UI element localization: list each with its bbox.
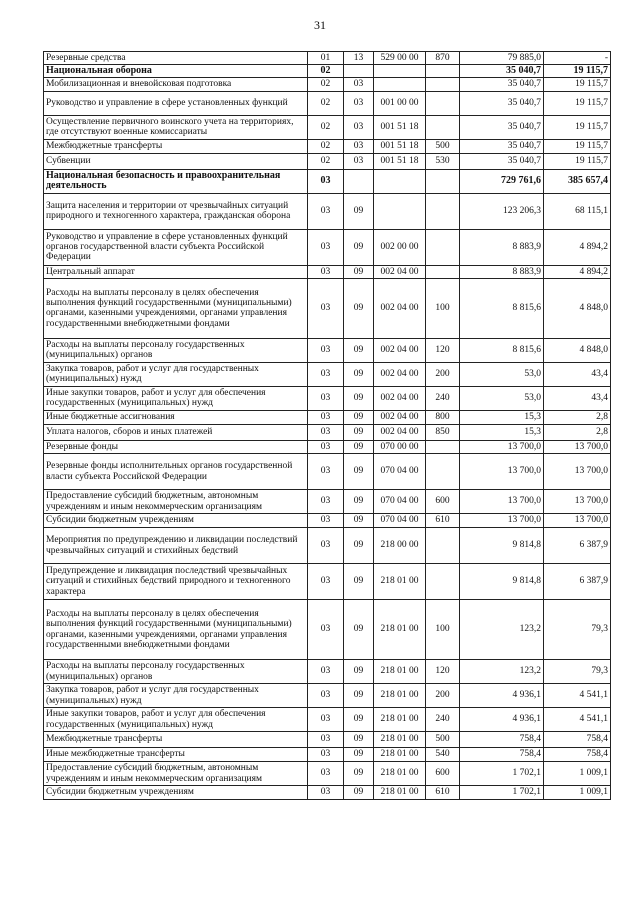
row-name: Иные закупки товаров, работ и услуг для обеспечения государственных (муниципальных) нужд xyxy=(44,386,308,410)
row-target-code: 002 04 00 xyxy=(374,410,426,424)
row-expense-type: 600 xyxy=(426,762,460,786)
row-section: 02 xyxy=(308,139,344,153)
row-subsection: 03 xyxy=(344,78,374,91)
row-expense-type xyxy=(426,65,460,78)
table-row xyxy=(44,139,611,153)
row-section: 03 xyxy=(308,786,344,800)
row-amount-actual: 13 700,0 xyxy=(544,514,611,528)
row-amount-actual: 19 115,7 xyxy=(544,153,611,169)
row-expense-type: 540 xyxy=(426,748,460,762)
row-amount-actual: 6 387,9 xyxy=(544,564,611,600)
row-amount-plan: 15,3 xyxy=(460,424,544,440)
row-subsection: 09 xyxy=(344,193,374,229)
table-row xyxy=(44,65,611,78)
row-amount-actual: 43,4 xyxy=(544,386,611,410)
row-subsection: 09 xyxy=(344,362,374,386)
row-amount-actual: 19 115,7 xyxy=(544,115,611,139)
row-amount-plan: 1 702,1 xyxy=(460,762,544,786)
row-amount-plan: 8 883,9 xyxy=(460,229,544,265)
row-amount-plan: 35 040,7 xyxy=(460,91,544,115)
row-amount-plan: 9 814,8 xyxy=(460,564,544,600)
row-amount-actual: 79,3 xyxy=(544,600,611,660)
row-section: 03 xyxy=(308,278,344,338)
row-target-code: 070 04 00 xyxy=(374,490,426,514)
row-section: 03 xyxy=(308,193,344,229)
row-amount-actual: 4 541,1 xyxy=(544,684,611,708)
row-amount-plan: 15,3 xyxy=(460,410,544,424)
row-name: Предупреждение и ликвидация последствий чрезвычайных ситуаций и стихийных бедствий природного и техногенного характера xyxy=(44,564,308,600)
row-amount-plan: 35 040,7 xyxy=(460,139,544,153)
row-amount-plan: 8 815,6 xyxy=(460,338,544,362)
table-row xyxy=(44,265,611,278)
row-subsection: 09 xyxy=(344,424,374,440)
row-expense-type: 610 xyxy=(426,514,460,528)
row-amount-actual: 2,8 xyxy=(544,424,611,440)
row-expense-type xyxy=(426,454,460,490)
row-amount-actual: 2,8 xyxy=(544,410,611,424)
row-section: 03 xyxy=(308,600,344,660)
row-section: 03 xyxy=(308,660,344,684)
row-name: Резервные фонды исполнительных органов государственной власти субъекта Российской Федерации xyxy=(44,454,308,490)
row-section: 03 xyxy=(308,732,344,748)
row-amount-plan: 4 936,1 xyxy=(460,708,544,732)
row-target-code: 218 00 00 xyxy=(374,528,426,564)
row-section: 03 xyxy=(308,490,344,514)
row-amount-actual: 758,4 xyxy=(544,748,611,762)
row-amount-plan: 8 883,9 xyxy=(460,265,544,278)
table-row xyxy=(44,600,611,660)
table-row xyxy=(44,386,611,410)
row-name: Закупка товаров, работ и услуг для государственных (муниципальных) нужд xyxy=(44,684,308,708)
row-amount-actual: 13 700,0 xyxy=(544,490,611,514)
row-name: Центральный аппарат xyxy=(44,265,308,278)
row-expense-type: 100 xyxy=(426,278,460,338)
row-expense-type: 240 xyxy=(426,386,460,410)
row-subsection: 09 xyxy=(344,660,374,684)
row-name: Иные бюджетные ассигнования xyxy=(44,410,308,424)
row-subsection: 09 xyxy=(344,490,374,514)
row-amount-plan: 4 936,1 xyxy=(460,684,544,708)
row-amount-actual: 758,4 xyxy=(544,732,611,748)
row-subsection: 09 xyxy=(344,229,374,265)
row-subsection: 09 xyxy=(344,440,374,453)
row-subsection: 03 xyxy=(344,153,374,169)
row-subsection: 03 xyxy=(344,115,374,139)
row-expense-type: 100 xyxy=(426,600,460,660)
row-name: Субсидии бюджетным учреждениям xyxy=(44,514,308,528)
row-amount-plan: 123 206,3 xyxy=(460,193,544,229)
row-name: Уплата налогов, сборов и иных платежей xyxy=(44,424,308,440)
row-expense-type xyxy=(426,528,460,564)
table-row xyxy=(44,78,611,91)
row-target-code: 002 04 00 xyxy=(374,338,426,362)
page-number: 31 xyxy=(314,18,326,32)
table-row xyxy=(44,278,611,338)
row-amount-plan: 758,4 xyxy=(460,732,544,748)
row-subsection xyxy=(344,169,374,193)
row-amount-plan: 13 700,0 xyxy=(460,514,544,528)
row-target-code xyxy=(374,78,426,91)
row-amount-plan: 53,0 xyxy=(460,386,544,410)
row-subsection: 09 xyxy=(344,410,374,424)
row-target-code: 001 00 00 xyxy=(374,91,426,115)
row-target-code: 070 04 00 xyxy=(374,514,426,528)
row-expense-type xyxy=(426,78,460,91)
row-amount-actual: 19 115,7 xyxy=(544,65,611,78)
row-name: Межбюджетные трансферты xyxy=(44,732,308,748)
row-subsection: 09 xyxy=(344,786,374,800)
row-expense-type: 530 xyxy=(426,153,460,169)
table-row xyxy=(44,362,611,386)
row-name: Предоставление субсидий бюджетным, автономным учреждениям и иным некоммерческим организациям xyxy=(44,762,308,786)
row-expense-type xyxy=(426,564,460,600)
row-subsection xyxy=(344,65,374,78)
row-section: 03 xyxy=(308,386,344,410)
table-row xyxy=(44,115,611,139)
row-section: 02 xyxy=(308,78,344,91)
row-subsection: 09 xyxy=(344,564,374,600)
row-section: 03 xyxy=(308,229,344,265)
row-section: 03 xyxy=(308,748,344,762)
row-target-code: 002 04 00 xyxy=(374,386,426,410)
row-amount-plan: 35 040,7 xyxy=(460,115,544,139)
table-row xyxy=(44,528,611,564)
row-target-code: 218 01 00 xyxy=(374,786,426,800)
row-subsection: 03 xyxy=(344,139,374,153)
row-name: Иные закупки товаров, работ и услуг для обеспечения государственных (муниципальных) нужд xyxy=(44,708,308,732)
row-target-code: 218 01 00 xyxy=(374,600,426,660)
table-row xyxy=(44,748,611,762)
row-expense-type: 800 xyxy=(426,410,460,424)
row-target-code: 001 51 18 xyxy=(374,115,426,139)
row-amount-actual: 4 848,0 xyxy=(544,278,611,338)
row-subsection: 09 xyxy=(344,708,374,732)
row-name: Руководство и управление в сфере установленных функций xyxy=(44,91,308,115)
budget-table-body xyxy=(44,52,611,800)
row-target-code: 002 04 00 xyxy=(374,362,426,386)
table-row xyxy=(44,169,611,193)
row-section: 03 xyxy=(308,440,344,453)
row-section: 03 xyxy=(308,708,344,732)
row-target-code xyxy=(374,193,426,229)
row-expense-type xyxy=(426,169,460,193)
table-row xyxy=(44,684,611,708)
row-name: Расходы на выплаты персоналу в целях обеспечения выполнения функций государственными (муниципальными) органами, казенными учреждениями, органами управления государственными внебюджетными фондами xyxy=(44,600,308,660)
row-name: Осуществление первичного воинского учета на территориях, где отсутствуют военные комиссариаты xyxy=(44,115,308,139)
row-expense-type: 850 xyxy=(426,424,460,440)
row-target-code: 218 01 00 xyxy=(374,748,426,762)
table-row xyxy=(44,708,611,732)
row-target-code xyxy=(374,169,426,193)
row-name: Руководство и управление в сфере установленных функций органов государственной власти субъекта Российской Федерации xyxy=(44,229,308,265)
row-subsection: 09 xyxy=(344,338,374,362)
table-row xyxy=(44,338,611,362)
row-amount-plan: 123,2 xyxy=(460,600,544,660)
row-target-code: 002 04 00 xyxy=(374,424,426,440)
row-amount-actual: 1 009,1 xyxy=(544,786,611,800)
row-name: Мобилизационная и вневойсковая подготовка xyxy=(44,78,308,91)
row-expense-type: 610 xyxy=(426,786,460,800)
row-amount-actual: 385 657,4 xyxy=(544,169,611,193)
row-expense-type: 120 xyxy=(426,660,460,684)
row-amount-plan: 8 815,6 xyxy=(460,278,544,338)
row-name: Национальная безопасность и правоохранительная деятельность xyxy=(44,169,308,193)
row-subsection: 03 xyxy=(344,91,374,115)
row-section: 03 xyxy=(308,424,344,440)
row-section: 02 xyxy=(308,65,344,78)
row-section: 02 xyxy=(308,91,344,115)
row-amount-actual: 4 848,0 xyxy=(544,338,611,362)
row-name: Субсидии бюджетным учреждениям xyxy=(44,786,308,800)
row-amount-plan: 9 814,8 xyxy=(460,528,544,564)
row-section: 03 xyxy=(308,410,344,424)
row-section: 03 xyxy=(308,169,344,193)
row-target-code: 002 04 00 xyxy=(374,265,426,278)
table-row xyxy=(44,410,611,424)
budget-table xyxy=(43,51,611,800)
row-amount-plan: 123,2 xyxy=(460,660,544,684)
row-section: 02 xyxy=(308,115,344,139)
row-amount-actual: 13 700,0 xyxy=(544,440,611,453)
row-section: 03 xyxy=(308,514,344,528)
row-amount-actual: 4 894,2 xyxy=(544,229,611,265)
table-row xyxy=(44,52,611,65)
row-amount-actual: 19 115,7 xyxy=(544,91,611,115)
row-section: 01 xyxy=(308,52,344,65)
row-amount-plan: 13 700,0 xyxy=(460,454,544,490)
row-amount-actual: 6 387,9 xyxy=(544,528,611,564)
table-row xyxy=(44,514,611,528)
row-subsection: 09 xyxy=(344,684,374,708)
row-target-code: 218 01 00 xyxy=(374,732,426,748)
row-expense-type: 500 xyxy=(426,732,460,748)
row-subsection: 09 xyxy=(344,600,374,660)
row-amount-plan: 758,4 xyxy=(460,748,544,762)
table-row xyxy=(44,660,611,684)
row-expense-type: 240 xyxy=(426,708,460,732)
table-row xyxy=(44,229,611,265)
row-section: 03 xyxy=(308,362,344,386)
row-name: Резервные фонды xyxy=(44,440,308,453)
row-name: Расходы на выплаты персоналу государственных (муниципальных) органов xyxy=(44,660,308,684)
row-amount-plan: 729 761,6 xyxy=(460,169,544,193)
row-amount-actual: 79,3 xyxy=(544,660,611,684)
row-section: 03 xyxy=(308,338,344,362)
row-section: 03 xyxy=(308,265,344,278)
row-name: Закупка товаров, работ и услуг для государственных (муниципальных) нужд xyxy=(44,362,308,386)
row-target-code: 002 04 00 xyxy=(374,278,426,338)
row-target-code: 218 01 00 xyxy=(374,564,426,600)
row-target-code: 070 00 00 xyxy=(374,440,426,453)
table-row xyxy=(44,786,611,800)
row-amount-actual: - xyxy=(544,52,611,65)
row-amount-actual: 13 700,0 xyxy=(544,454,611,490)
row-section: 03 xyxy=(308,454,344,490)
table-row xyxy=(44,564,611,600)
row-amount-actual: 68 115,1 xyxy=(544,193,611,229)
row-subsection: 09 xyxy=(344,454,374,490)
row-target-code: 001 51 18 xyxy=(374,139,426,153)
row-expense-type: 500 xyxy=(426,139,460,153)
row-amount-plan: 13 700,0 xyxy=(460,490,544,514)
row-amount-actual: 4 894,2 xyxy=(544,265,611,278)
table-row xyxy=(44,153,611,169)
row-expense-type xyxy=(426,265,460,278)
row-expense-type: 200 xyxy=(426,684,460,708)
row-section: 03 xyxy=(308,564,344,600)
row-amount-plan: 13 700,0 xyxy=(460,440,544,453)
row-expense-type xyxy=(426,91,460,115)
row-name: Субвенции xyxy=(44,153,308,169)
row-expense-type: 200 xyxy=(426,362,460,386)
row-subsection: 09 xyxy=(344,732,374,748)
row-amount-actual: 1 009,1 xyxy=(544,762,611,786)
row-amount-plan: 35 040,7 xyxy=(460,78,544,91)
row-expense-type: 600 xyxy=(426,490,460,514)
row-expense-type xyxy=(426,115,460,139)
row-expense-type: 120 xyxy=(426,338,460,362)
row-amount-plan: 35 040,7 xyxy=(460,65,544,78)
row-name: Расходы на выплаты персоналу государственных (муниципальных) органов xyxy=(44,338,308,362)
row-target-code: 529 00 00 xyxy=(374,52,426,65)
row-amount-actual: 4 541,1 xyxy=(544,708,611,732)
row-section: 03 xyxy=(308,684,344,708)
table-row xyxy=(44,454,611,490)
row-subsection: 09 xyxy=(344,748,374,762)
row-subsection: 13 xyxy=(344,52,374,65)
row-section: 02 xyxy=(308,153,344,169)
table-row xyxy=(44,732,611,748)
row-section: 03 xyxy=(308,528,344,564)
table-row xyxy=(44,193,611,229)
row-name: Национальная оборона xyxy=(44,65,308,78)
row-amount-plan: 1 702,1 xyxy=(460,786,544,800)
row-amount-actual: 19 115,7 xyxy=(544,78,611,91)
row-target-code: 002 00 00 xyxy=(374,229,426,265)
row-name: Защита населения и территории от чрезвычайных ситуаций природного и техногенного характера, гражданская оборона xyxy=(44,193,308,229)
row-subsection: 09 xyxy=(344,278,374,338)
row-target-code: 070 04 00 xyxy=(374,454,426,490)
row-expense-type xyxy=(426,193,460,229)
row-subsection: 09 xyxy=(344,528,374,564)
row-name: Межбюджетные трансферты xyxy=(44,139,308,153)
row-target-code: 218 01 00 xyxy=(374,762,426,786)
row-subsection: 09 xyxy=(344,265,374,278)
row-name: Мероприятия по предупреждению и ликвидации последствий чрезвычайных ситуаций и стихийных бедствий xyxy=(44,528,308,564)
table-row xyxy=(44,424,611,440)
row-target-code: 001 51 18 xyxy=(374,153,426,169)
table-row xyxy=(44,440,611,453)
table-row xyxy=(44,490,611,514)
row-name: Расходы на выплаты персоналу в целях обеспечения выполнения функций государственными (муниципальными) органами, казенными учреждениями, органами управления государственными внебюджетными фондами xyxy=(44,278,308,338)
row-expense-type xyxy=(426,440,460,453)
row-target-code: 218 01 00 xyxy=(374,684,426,708)
row-section: 03 xyxy=(308,762,344,786)
table-row xyxy=(44,762,611,786)
row-target-code: 218 01 00 xyxy=(374,708,426,732)
row-amount-actual: 19 115,7 xyxy=(544,139,611,153)
row-amount-plan: 35 040,7 xyxy=(460,153,544,169)
row-subsection: 09 xyxy=(344,514,374,528)
row-expense-type xyxy=(426,229,460,265)
table-row xyxy=(44,91,611,115)
row-target-code xyxy=(374,65,426,78)
row-name: Резервные средства xyxy=(44,52,308,65)
row-name: Иные межбюджетные трансферты xyxy=(44,748,308,762)
row-subsection: 09 xyxy=(344,386,374,410)
row-subsection: 09 xyxy=(344,762,374,786)
row-expense-type: 870 xyxy=(426,52,460,65)
row-amount-actual: 43,4 xyxy=(544,362,611,386)
row-amount-plan: 53,0 xyxy=(460,362,544,386)
row-name: Предоставление субсидий бюджетным, автономным учреждениям и иным некоммерческим организациям xyxy=(44,490,308,514)
row-amount-plan: 79 885,0 xyxy=(460,52,544,65)
row-target-code: 218 01 00 xyxy=(374,660,426,684)
